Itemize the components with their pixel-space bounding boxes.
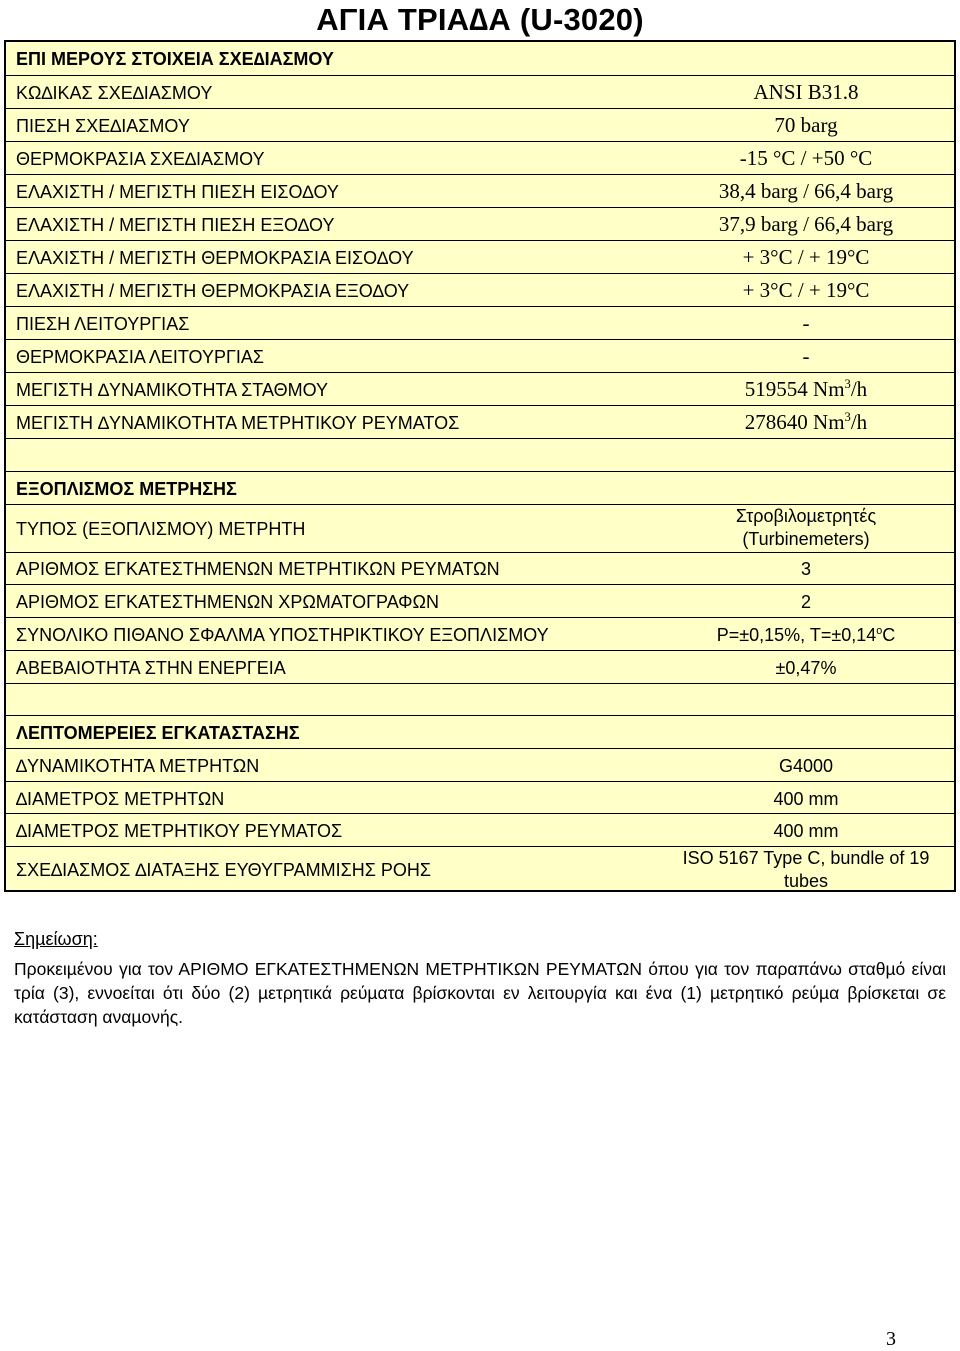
value-unit: /h <box>850 377 868 401</box>
row-label: ΕΛΑΧΙΣΤΗ / ΜΕΓΙΣΤΗ ΘΕΡΜΟΚΡΑΣΙΑ ΕΙΣΟ∆ΟΥ <box>16 248 414 268</box>
row-label: ΣΥΝΟΛΙΚΟ ΠΙΘΑΝΟ ΣΦΑΛΜΑ ΥΠΟΣΤΗΡΙΚΤΙΚΟΥ ΕΞΟΠΛΙΣΜΟΥ <box>16 625 549 645</box>
row-label: ΑΡΙΘΜΟΣ ΕΓΚΑΤΕΣΤΗΜΕΝΩΝ ΜΕΤΡΗΤΙΚΩΝ ΡΕΥΜΑΤΩΝ <box>16 559 500 579</box>
value-line: Στροβιλοµετρητές <box>735 506 877 526</box>
row-label: ΣΧΕ∆ΙΑΣΜΟΣ ∆ΙΑΤΑΞΗΣ ΕΥΘΥΓΡΑΜΜΙΣΗΣ ΡΟΗΣ <box>16 860 431 880</box>
value-line: tubes <box>783 871 829 891</box>
table-row <box>6 584 954 617</box>
table-row <box>6 207 954 240</box>
row-value: ±0,47% <box>775 658 837 678</box>
row-label: ∆ΙΑΜΕΤΡΟΣ ΜΕΤΡΗΤΩΝ <box>16 789 225 809</box>
row-label: ΜΕΓΙΣΤΗ ∆ΥΝΑΜΙΚΟΤΗΤΑ ΜΕΤΡΗΤΙΚΟΥ ΡΕΥΜΑΤΟΣ <box>16 413 460 433</box>
table-row <box>6 273 954 306</box>
row-label: ΕΛΑΧΙΣΤΗ / ΜΕΓΙΣΤΗ ΘΕΡΜΟΚΡΑΣΙΑ ΕΞΟ∆ΟΥ <box>16 281 410 301</box>
row-label: ΤΥΠΟΣ (ΕΞΟΠΛΙΣΜΟΥ) ΜΕΤΡΗΤΗ <box>16 519 306 539</box>
table-row <box>6 306 954 339</box>
table-row <box>6 108 954 141</box>
value-superscript: 3 <box>844 377 851 391</box>
table-row <box>6 846 954 892</box>
specs-table <box>4 40 956 892</box>
row-value: ANSI B31.8 <box>753 80 859 104</box>
row-label: ΘΕΡΜΟΚΡΑΣΙΑ ΣΧΕ∆ΙΑΣΜΟΥ <box>16 149 265 169</box>
row-value: + 3°C / + 19°C <box>742 278 870 302</box>
table-row <box>6 781 954 813</box>
value-line: ISO 5167 Type C, bundle of 19 <box>682 848 930 868</box>
value-superscript: o <box>876 625 883 637</box>
section-heading-label: ΕΠΙ ΜΕΡΟΥΣ ΣΤΟΙΧΕΙΑ ΣΧΕ∆ΙΑΣΜΟΥ <box>16 49 334 69</box>
value-unit: C <box>882 625 896 645</box>
value-text: P=±0,15%, T=±0,14 <box>716 625 877 645</box>
value-number: 278640 Nm <box>744 410 845 434</box>
row-label: ΑΒΕΒΑΙΟΤΗΤΑ ΣΤΗΝ ΕΝΕΡΓΕΙΑ <box>16 658 286 678</box>
table-row <box>6 75 954 108</box>
row-value: 38,4 barg / 66,4 barg <box>718 179 894 203</box>
section-heading-label: ΕΞΟΠΛΙΣΜΟΣ ΜΕΤΡΗΣΗΣ <box>16 479 237 499</box>
note-title: Σηµείωση: <box>14 929 98 949</box>
table-row <box>6 650 954 683</box>
row-label: ΑΡΙΘΜΟΣ ΕΓΚΑΤΕΣΤΗΜΕΝΩΝ ΧΡΩΜΑΤΟΓΡΑΦΩΝ <box>16 592 439 612</box>
value-line: (Turbinemeters) <box>742 529 870 549</box>
row-value: 3 <box>800 559 811 579</box>
spacer-row <box>6 683 954 715</box>
value-unit: /h <box>850 410 868 434</box>
row-label: ΕΛΑΧΙΣΤΗ / ΜΕΓΙΣΤΗ ΠΙΕΣΗ ΕΞΟ∆ΟΥ <box>16 215 335 235</box>
row-value: + 3°C / + 19°C <box>742 245 870 269</box>
section-heading-design <box>6 42 954 75</box>
row-value: 400 mm <box>773 789 839 809</box>
row-value: 70 barg <box>774 113 838 137</box>
section-heading-equipment <box>6 471 954 504</box>
row-label: ΠΙΕΣΗ ΣΧΕ∆ΙΑΣΜΟΥ <box>16 116 190 136</box>
row-label: ∆ΥΝΑΜΙΚΟΤΗΤΑ ΜΕΤΡΗΤΩΝ <box>16 756 260 776</box>
page-title: ΑΓΙΑ ΤΡΙΑ∆Α (U-3020) <box>316 2 644 37</box>
row-value: - <box>802 344 810 368</box>
table-row <box>6 372 954 405</box>
row-value <box>638 847 960 893</box>
table-row <box>6 240 954 273</box>
table-row <box>6 552 954 584</box>
note-text: Προκειµένου για τον ΑΡΙΘΜΟ ΕΓΚΑΤΕΣΤΗΜΕΝΩΝ ΜΕΤΡΗΤΙΚΩΝ ΡΕΥΜΑΤΩΝ όπου για τον παραπάνω σταθµό είναι τρία (3), εννοείται ότι δύο (2) µετρητικά ρεύµατα βρίσκονται εν λειτουργία και ένα (1) µετρητικό ρεύµα βρίσκεται σε κατάσταση αναµονής. <box>14 959 946 1027</box>
table-row <box>6 504 954 552</box>
table-row <box>6 617 954 650</box>
spacer-row <box>6 438 954 471</box>
table-row <box>6 813 954 846</box>
page-number: 3 <box>886 1328 896 1350</box>
row-value: -15 °C / +50 °C <box>739 146 873 170</box>
section-heading-label: ΛΕΠΤΟΜΕΡΕΙΕΣ ΕΓΚΑΤΑΣΤΑΣΗΣ <box>16 723 300 743</box>
table-row <box>6 405 954 438</box>
row-value <box>646 625 960 646</box>
row-label: ΚΩ∆ΙΚΑΣ ΣΧΕ∆ΙΑΣΜΟΥ <box>16 83 213 103</box>
row-value <box>646 377 960 402</box>
table-row <box>6 339 954 372</box>
row-label: ΜΕΓΙΣΤΗ ∆ΥΝΑΜΙΚΟΤΗΤΑ ΣΤΑΘΜΟΥ <box>16 380 329 400</box>
row-label: ΠΙΕΣΗ ΛΕΙΤΟΥΡΓΙΑΣ <box>16 314 190 334</box>
table-row <box>6 141 954 174</box>
row-label: ΘΕΡΜΟΚΡΑΣΙΑ ΛΕΙΤΟΥΡΓΙΑΣ <box>16 347 265 367</box>
row-value <box>646 410 960 435</box>
table-row <box>6 174 954 207</box>
table-row <box>6 748 954 781</box>
row-value: 37,9 barg / 66,4 barg <box>718 212 894 236</box>
value-superscript: 3 <box>844 410 851 424</box>
row-label: ∆ΙΑΜΕΤΡΟΣ ΜΕΤΡΗΤΙΚΟΥ ΡΕΥΜΑΤΟΣ <box>16 821 343 841</box>
row-value <box>638 505 960 551</box>
row-value: 400 mm <box>773 821 839 841</box>
value-number: 519554 Nm <box>744 377 845 401</box>
section-heading-installation <box>6 715 954 748</box>
row-value: 2 <box>800 592 811 612</box>
row-value: G4000 <box>778 756 834 776</box>
row-label: ΕΛΑΧΙΣΤΗ / ΜΕΓΙΣΤΗ ΠΙΕΣΗ ΕΙΣΟ∆ΟΥ <box>16 182 339 202</box>
row-value: - <box>802 311 810 335</box>
